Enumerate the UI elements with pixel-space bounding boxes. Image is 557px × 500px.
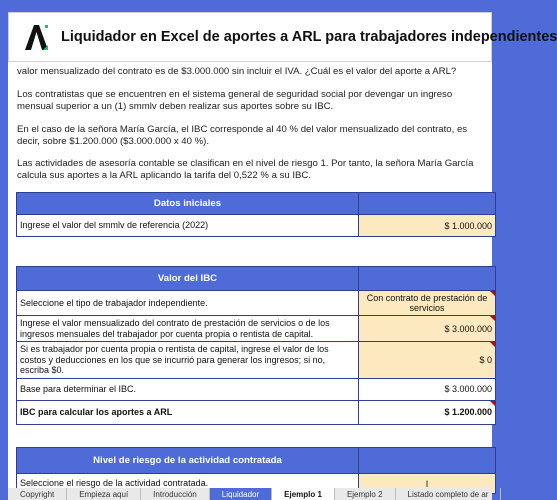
nivel-riesgo-header: Nivel de riesgo de la actividad contratada (17, 448, 359, 474)
brand-a-logo (21, 22, 51, 52)
costos-deducciones-input[interactable]: $ 0 (359, 342, 496, 379)
tab-listado-completo[interactable]: Listado completo de ar (396, 488, 502, 500)
datos-iniciales-header: Datos iniciales (17, 193, 359, 215)
tab-liquidador[interactable]: Liquidador (210, 488, 272, 500)
base-ibc-value: $ 3.000.000 (359, 378, 496, 400)
base-ibc-label: Base para determinar el IBC. (17, 378, 359, 400)
header-filler (359, 448, 496, 474)
paragraph-riesgo: Las actividades de asesoría contable se clasifican en el nivel de riesgo 1. Por tanto, la señora María García calcula sus aportes a la ARL aplicando la tarifa del 0,522 % a su IBC. (17, 158, 474, 181)
tab-ejemplo-1[interactable]: Ejemplo 1 (272, 488, 335, 500)
tipo-trabajador-select[interactable]: Con contrato de prestación de servicios (359, 291, 496, 316)
riesgo-label: Seleccione el riesgo de la actividad contratada. (17, 474, 359, 494)
sheet-tabs (8, 488, 492, 500)
tipo-trabajador-label: Seleccione el tipo de trabajador independiente. (17, 291, 359, 316)
paragraph-contratistas: Los contratistas que se encuentren en el sistema general de seguridad social por devengar un ingreso mensual superior a un (1) smmlv deben realizar sus aportes sobre su IBC. (17, 89, 453, 112)
header-filler (359, 267, 496, 291)
header-filler (359, 193, 496, 215)
table-nivel-riesgo (16, 447, 496, 494)
ibc-aportes-value: $ 1.200.000 (359, 400, 496, 424)
tab-empieza-aqui[interactable]: Empieza aquí (67, 488, 141, 500)
tab-introduccion[interactable]: Introducción (141, 488, 210, 500)
smmlv-input[interactable]: $ 1.000.000 (359, 215, 496, 237)
tab-copyright[interactable]: Copyright (8, 488, 67, 500)
title-bar (8, 12, 557, 62)
riesgo-select[interactable]: I (359, 474, 496, 494)
ibc-aportes-label: IBC para calcular los aportes a ARL (17, 400, 359, 424)
smmlv-label: Ingrese el valor del smmlv de referencia (2022) (17, 215, 359, 237)
table-datos-iniciales (16, 192, 496, 237)
tab-ejemplo-2[interactable]: Ejemplo 2 (335, 488, 396, 500)
paragraph-question: valor mensualizado del contrato es de $3.000.000 sin incluir el IVA. ¿Cuál es el valor del aporte a ARL? (17, 66, 457, 77)
costos-deducciones-label: Si es trabajador por cuenta propia o rentista de capital, ingrese el valor de los costos y deducciones en los que se incurrió para generar los ingresos; si no, escriba $0. (17, 342, 359, 379)
table-valor-ibc (16, 266, 496, 425)
valor-ibc-header: Valor del IBC (17, 267, 359, 291)
valor-contrato-input[interactable]: $ 3.000.000 (359, 316, 496, 342)
valor-contrato-label: Ingrese el valor mensualizado del contrato de prestación de servicios o de los ingresos mensuales del trabajador por cuenta propia o rentista de capital. (17, 316, 359, 342)
paragraph-ibc: En el caso de la señora María García, el IBC corresponde al 40 % del valor mensualizado del contrato, es decir, sobre $1.200.000 ($3.000.000 x 40 %). (17, 124, 468, 147)
page-title: Liquidador en Excel de aportes a ARL para trabajadores independientes (61, 29, 557, 45)
spreadsheet-area[interactable] (8, 62, 492, 488)
